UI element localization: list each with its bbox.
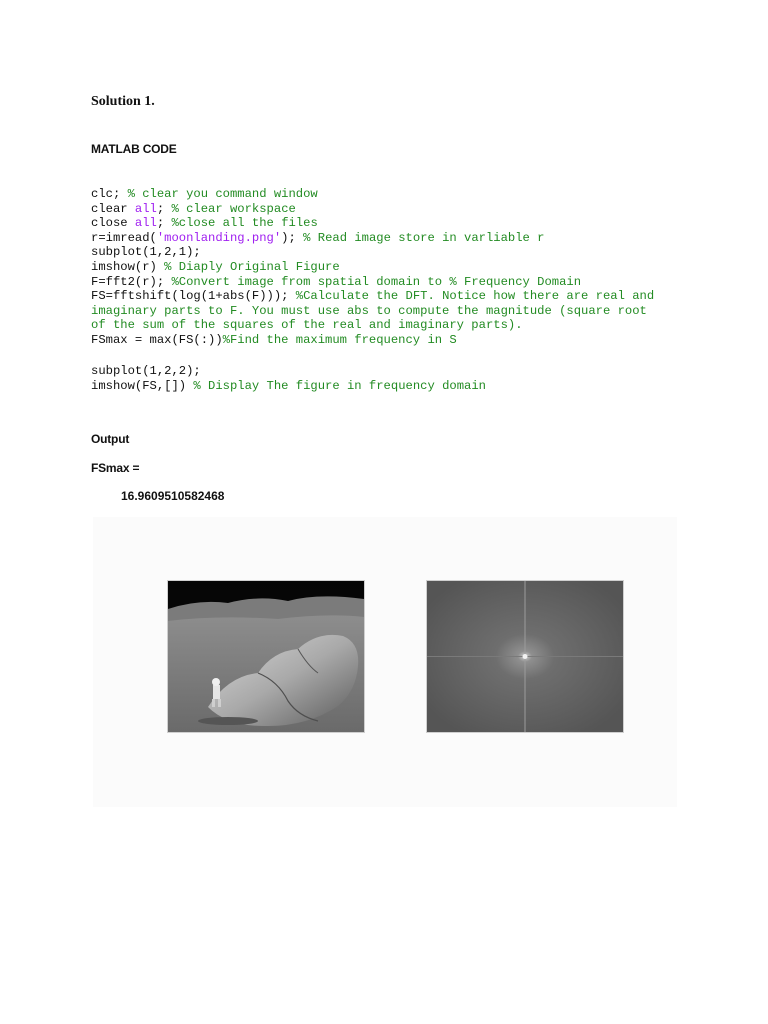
code-line: of the sum of the squares of the real and imaginary parts). <box>91 318 523 333</box>
output-figure <box>93 517 677 807</box>
matlab-code-block <box>91 187 654 348</box>
code-line: imshow(FS,[]) % Display The figure in frequency domain <box>91 378 486 393</box>
moon-landing-photo <box>167 580 365 733</box>
code-section-label: MATLAB CODE <box>91 142 177 156</box>
code-line: imaginary parts to F. You must use abs to compute the magnitude (square root <box>91 303 647 318</box>
solution-title: Solution 1. <box>91 94 155 109</box>
result-label: FSmax = <box>91 461 140 475</box>
matlab-code-block-2 <box>91 364 486 393</box>
code-line: subplot(1,2,1); <box>91 245 201 260</box>
code-line: r=imread('moonlanding.png'); % Read image store in varliable r <box>91 230 545 245</box>
code-line: clc; % clear you command window <box>91 187 318 201</box>
code-line: subplot(1,2,2); <box>91 364 201 378</box>
output-label: Output <box>91 432 130 446</box>
frequency-spectrum-image <box>426 580 624 733</box>
result-value: 16.9609510582468 <box>121 489 225 503</box>
code-line: imshow(r) % Diaply Original Figure <box>91 259 340 274</box>
code-line: F=fft2(r); %Convert image from spatial domain to % Frequency Domain <box>91 274 582 289</box>
code-line: FSmax = max(FS(:))%Find the maximum frequency in S <box>91 332 457 347</box>
code-line: close all; %close all the files <box>91 216 318 231</box>
code-line: FS=fftshift(log(1+abs(F))); %Calculate the DFT. Notice how there are real and <box>91 289 655 304</box>
code-line: clear all; % clear workspace <box>91 201 296 216</box>
